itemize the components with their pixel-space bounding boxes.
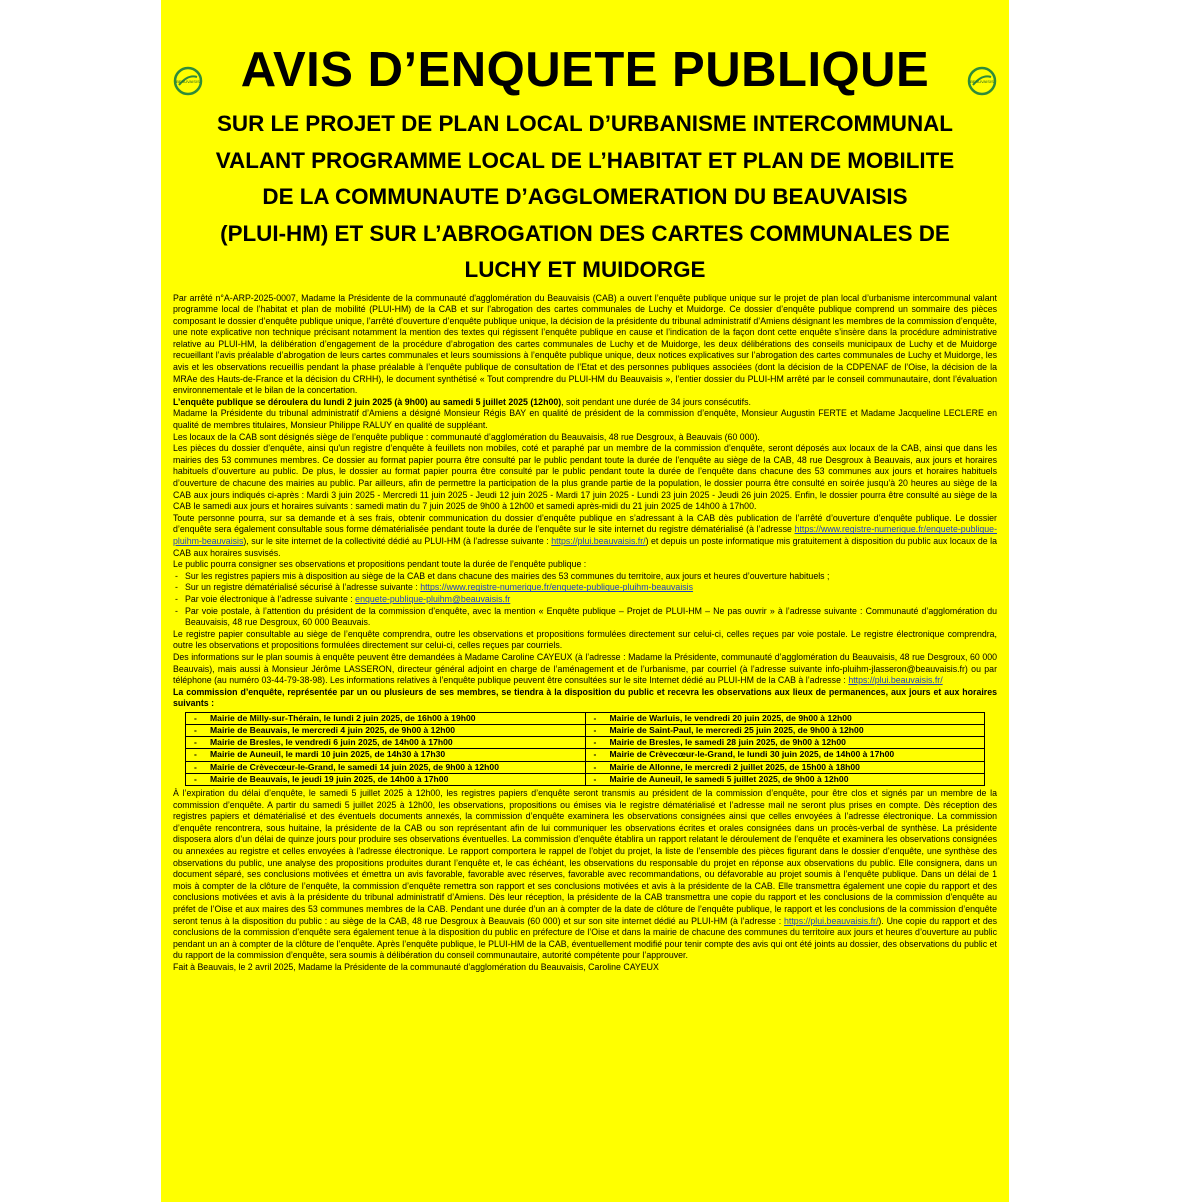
agglo-beauvaisis-logo-left [173, 66, 203, 96]
table-cell: - Mairie de Milly-sur-Thérain, le lundi 2 juin 2025, de 16h00 à 19h00 [186, 712, 586, 724]
subtitle-line: SUR LE PROJET DE PLAN LOCAL D’URBANISME INTERCOMMUNAL [216, 111, 953, 136]
text-span: Des informations sur le plan soumis à enquête peuvent être demandées à Madame Caroline CAYEUX (à l’adresse : Madame la Présidente, communauté d’agglomération du Beauvaisis, 48 rue Desgroux, 60 000 Beauvais), mais aussi à Monsieur Jérôme LASSERON, directeur général adjoint en charge de l’aménagement et de l’urbanisme, par courriel (à l’adresse suivante info-pluihm-jlasseron@beauvaisis.fr) ou par téléphone (au numéro 03-44-79-38-98). Les informations relatives à l’enquête publique peuvent être consultées sur le site Internet dédié au PLUI-HM de la CAB à l’adresse : [173, 651, 997, 686]
subtitle-line: VALANT PROGRAMME LOCAL DE L’HABITAT ET PLAN DE MOBILITE [215, 147, 955, 173]
paragraph-consultation: Les pièces du dossier d’enquête, ainsi qu'un registre d’enquête à feuillets non mobiles, coté et paraphé par un membre de la commission d’enquête, seront déposés aux locaux de la CAB, ainsi que dans les mairies des 53 communes membres. Ce dossier au format papier pourra être consulté par le public pendant toute la durée de l’enquête au siège de la CAB, 48 rue Desgroux à Beauvais, aux jours et horaires habituels d’ouverture au public. De plus, le dossier au format papier pourra être consulté par le public pendant toute la durée de l’enquête dans chacune des 53 communes aux jours et horaires habituels d’ouverture de chacune des mairies au public. Par ailleurs, afin de permettre la participation de la plus grande partie de la population, le dossier pourra être consulté en soirée jusqu’à 20 heures au siège de la CAB aux jours indiqués ci-après : Mardi 3 juin 2025 - Mercredi 11 juin 2025 - Jeudi 12 juin 2025 - Mardi 17 juin 2025 - Lundi 23 juin 2025 - Jeudi 26 juin 2025. Enfin, le dossier pourra être consulté au siège de la CAB le samedi aux jours et horaires suivants : samedi matin du 7 juin 2025 de 9h00 à 12h00 et samedi après-midi du 21 juin 2025 de 14h00 à 17h00. [173, 443, 997, 512]
list-item [173, 582, 997, 594]
plui-site-link[interactable]: https://plui.beauvaisis.fr/ [848, 675, 943, 686]
paragraph-permanences-intro: La commission d’enquête, représentée par un ou plusieurs de ses membres, se tiendra à la disposition du public et recevra les observations aux lieux de permanences, aux jours et aux horaires suivants : [173, 686, 997, 709]
text-span: ), sur le site internet de la collectivité dédié au PLUI-HM (à l’adresse suivante : [243, 535, 552, 546]
paragraph-observations-intro: Le public pourra consigner ses observations et propositions pendant toute la durée de l’enquête publique : [173, 559, 587, 570]
paragraph-information [173, 652, 997, 687]
text-span: ) et depuis un poste informatique mis gratuitement à disposition du public aux locaux de la CAB aux horaires susvisés. [173, 535, 997, 558]
plui-site-link[interactable]: https://plui.beauvaisis.fr/ [551, 535, 646, 546]
text-span: Toute personne pourra, sur sa demande et à ses frais, obtenir communication du dossier d’enquête publique en s’adressant à la CAB dès publication de l’arrêté d’ouverture d’enquête publique. Le dossier d’enquête sera également consultable sous forme dématérialisée pendant toute la durée de l’enquête sur le site internet du registre dématérialisé (à l’adresse [173, 512, 997, 535]
paragraph-closing [173, 788, 997, 962]
table-cell: - Mairie de Bresles, le vendredi 6 juin 2025, de 14h00 à 17h00 [186, 737, 586, 749]
paragraph-decree: Par arrêté n°A-ARP-2025-0007, Madame la Présidente de la communauté d'agglomération du Beauvaisis (CAB) a ouvert l’enquête publique unique sur le projet de plan local d’urbanisme intercommunal valant programme local de l’habitat et plan de mobilité (PLUI-HM) de la CAB et sur l’abrogation des cartes communales de Luchy et Muidorge. Ce dossier d’enquête publique comprend un sommaire des pièces composant le dossier d’enquête publique unique, l’arrêté d’ouverture d’enquête publique unique, la décision de la présidente du tribunal administratif d’Amiens désignant les membres de la commission d’enquête, une note explicative non technique précisant notamment la mention des textes qui régissent l’enquête publique en cause et l’indication de la façon dont cette enquête s’insère dans la procédure administrative relative au PLUI-HM, la délibération d’engagement de la procédure d’abrogation des cartes communales de Luchy et de Muidorge, les deux délibérations des conseils municipaux de Luchy et de Muidorge recueillant l’avis préalable d’abrogation de leurs cartes communales et leurs soumissions à l’enquête publique unique, deux notices explicatives sur l’abrogation des cartes communales de Luchy et Muidorge, les avis et les observations recueillis pendant la phase préalable à l’enquête publique de consultation de l’Etat et des personnes publiques associées (dont la décision de la CDPENAF de l’Oise, la décision de la MRAe des Hauts-de-France et la décision du CRHH), le document synthétisé « Tout comprendre du PLUI-HM du Beauvaisis », l’entier dossier du PLUI-HM arrêté par le conseil communautaire, dont l’évaluation environnementale et le bilan de la concertation. [173, 292, 997, 396]
table-cell: - Mairie de Auneuil, le mardi 10 juin 2025, de 14h30 à 17h30 [186, 749, 586, 761]
signature: Fait à Beauvais, le 2 avril 2025, Madame la Présidente de la communauté d’agglomération du Beauvaisis, Caroline CAYEUX [173, 962, 659, 972]
dates-bold: L’enquête publique se déroulera du lundi 2 juin 2025 (à 9h00) au samedi 5 juillet 2025 (12h00) [173, 396, 562, 407]
dates-rest: , soit pendant une durée de 34 jours consécutifs. [561, 396, 751, 407]
plui-site-link[interactable]: https://plui.beauvaisis.fr/ [784, 915, 879, 926]
table-cell: - Mairie de Beauvais, le jeudi 19 juin 2025, de 14h00 à 17h00 [186, 773, 586, 785]
table-cell: - Mairie de Allonne, le mercredi 2 juillet 2025, de 15h00 à 18h00 [585, 761, 985, 773]
paragraph-registers: Le registre papier consultable au siège de l’enquête comprendra, outre les observations et propositions formulées directement sur celui-ci, celles reçues par voie postale. Le registre électronique comprendra, outre les observations et propositions formulées directement sur celui-ci, celles reçues par courriels. [173, 628, 997, 651]
registry-link[interactable]: https://www.registre-numerique.fr/enquete-publique-pluihm-beauvaisis [420, 582, 694, 593]
logo-text: BEAUVAISIS [176, 79, 200, 84]
agglo-beauvaisis-logo-right [967, 66, 997, 96]
paragraph-online [173, 513, 997, 559]
paragraph-commission: Madame la Présidente du tribunal administratif d’Amiens a désigné Monsieur Régis BAY en qualité de président de la commission d’enquête, Monsieur Augustin FERTE et Madame Jacqueline LECLERE en qualité de membres titulaires, Monsieur Philippe RALUY en qualité de suppléant. [173, 408, 997, 431]
text-span: Par voie électronique à l’adresse suivante : [185, 593, 356, 604]
table-cell: - Mairie de Warluis, le vendredi 20 juin 2025, de 9h00 à 12h00 [585, 712, 985, 724]
public-notice-poster [161, 0, 1009, 1202]
paragraph-dates [173, 397, 997, 409]
subtitle-line: (PLUI-HM) ET SUR L’ABROGATION DES CARTES COMMUNALES DE [220, 220, 950, 246]
list-item [173, 594, 997, 606]
table-cell: - Mairie de Crèvecœur-le-Grand, le samedi 14 juin 2025, de 9h00 à 12h00 [186, 761, 586, 773]
text-span: ). Une copie du rapport et des conclusions de la commission d’enquête sera également tenue à la disposition du public en préfecture de l’Oise et dans la mairie de chacune des communes du territoire aux jours et heures d’ouverture au public pendant un an à compter de la clôture de l’enquête. Après l’enquête publique, le PLUI-HM de la CAB, éventuellement modifié pour tenir compte des avis qui ont été joints au dossier, des observations du public et du rapport de la commission d’enquête, sera soumis à délibération du conseil communautaire, autorité compétente pour l’approuver. [173, 915, 998, 961]
table-cell: - Mairie de Saint-Paul, le mercredi 25 juin 2025, de 9h00 à 12h00 [585, 725, 985, 737]
notice-body [173, 293, 997, 974]
subtitle [173, 106, 997, 289]
table-cell: - Mairie de Bresles, le samedi 28 juin 2025, de 9h00 à 12h00 [585, 737, 985, 749]
paragraph-seat: Les locaux de la CAB sont désignés siège de l’enquête publique : communauté d’agglomération du Beauvaisis, 48 rue Desgroux, à Beauvais (60 000). [173, 431, 760, 442]
logo-text: BEAUVAISIS [970, 79, 994, 84]
page-title: AVIS D’ENQUETE PUBLIQUE [240, 43, 930, 97]
text-span: Sur un registre dématérialisé sécurisé à l’adresse suivante : [185, 582, 421, 593]
permanences-table [185, 712, 985, 786]
text-span: À l’expiration du délai d’enquête, le samedi 5 juillet 2025 à 12h00, les registres papiers d’enquête seront transmis au président de la commission d’enquête, pour être clos et signés par un membre de la commission d’enquête. A partir du samedi 5 juillet 2025 à 12h00, les observations, propositions ou émises via le registre dématérialisé et l’adresse mail ne seront plus prises en compte. Dès réception des registres papiers et dématérialisé et des éventuels documents annexés, la commission d’enquête examinera les observations consignées ainsi que celles envoyées à l’adresse électronique. La commission d’enquête rencontrera, sous huitaine, la présidente de la CAB ou son représentant afin de lui communiquer les observations écrites et orales consignées dans un procès-verbal de synthèse. La présidente disposera alors d’un délai de quinze jours pour produire ses observations éventuelles. La commission d’enquête établira un rapport relatant le déroulement de l’enquête et examinera les observations consignées ou annexées au registre et celles envoyées à l’adresse électronique. Le rapport comportera le rappel de l’objet du projet, la liste de l’ensemble des pièces figurant dans le dossier d’enquête, une synthèse des observations du public, une analyse des propositions produites durant l’enquête et, le cas échéant, les observations du responsable du projet en réponse aux observations du public. Elle consignera, dans un document séparé, ses conclusions motivées et émettra un avis favorable, favorable avec réserves, favorable avec recommandations, ou défavorable au projet soumis à l’enquête publique. Dans un délai de 1 mois à compter de la clôture de l’enquête, la commission d’enquête remettra son rapport et ses conclusions motivées et avis à la présidente de la CAB. Elle transmettra également une copie du rapport et des conclusions motivées et avis à la présidente du tribunal administratif d’Amiens. Dès leur réception, la présidente de la CAB transmettra une copie du rapport et les conclusions de la commission d’enquête au préfet de l’Oise et aux maires des 53 communes membres de la CAB. Pendant une durée d’un an à compter de la date de clôture de l’enquête publique, le rapport et les conclusions de la commission d’enquête seront tenus à la disposition du public : au siège de la CAB, 48 rue Desgroux à Beauvais (60 000) et sur son site internet dédié au PLUI-HM (à l’adresse : [173, 788, 997, 926]
table-row [186, 749, 985, 761]
table-cell: - Mairie de Beauvais, le mercredi 4 juin 2025, de 9h00 à 12h00 [186, 725, 586, 737]
list-item: - Par voie postale, à l’attention du président de la commission d’enquête, avec la mention « Enquête publique – Projet de PLUI-HM – Ne pas ouvrir » à l’adresse suivante : Communauté d’agglomération du Beauvaisis, 48 rue Desgroux, 60 000 Beauvais. [173, 606, 997, 629]
table-row [186, 725, 985, 737]
observation-methods-list [173, 571, 997, 629]
subtitle-line: DE LA COMMUNAUTE D’AGGLOMERATION DU BEAUVAISIS [262, 184, 908, 209]
table-cell: - Mairie de Crèvecœur-le-Grand, le lundi 30 juin 2025, de 14h00 à 17h00 [585, 749, 985, 761]
email-link[interactable]: enquete-publique-pluihm@beauvaisis.fr [355, 593, 511, 604]
table-row [186, 761, 985, 773]
table-cell: - Mairie de Auneuil, le samedi 5 juillet 2025, de 9h00 à 12h00 [585, 773, 985, 785]
table-row [186, 712, 985, 724]
registry-link[interactable]: https://www.registre-numerique.fr/enquete-publique-pluihm-beauvaisis [173, 524, 997, 546]
table-row [186, 773, 985, 785]
list-item: - Sur les registres papiers mis à disposition au siège de la CAB et dans chacune des mairies des 53 communes du territoire, aux jours et heures d’ouverture habituels ; [173, 571, 997, 583]
table-row [186, 737, 985, 749]
subtitle-line: LUCHY ET MUIDORGE [464, 257, 706, 282]
